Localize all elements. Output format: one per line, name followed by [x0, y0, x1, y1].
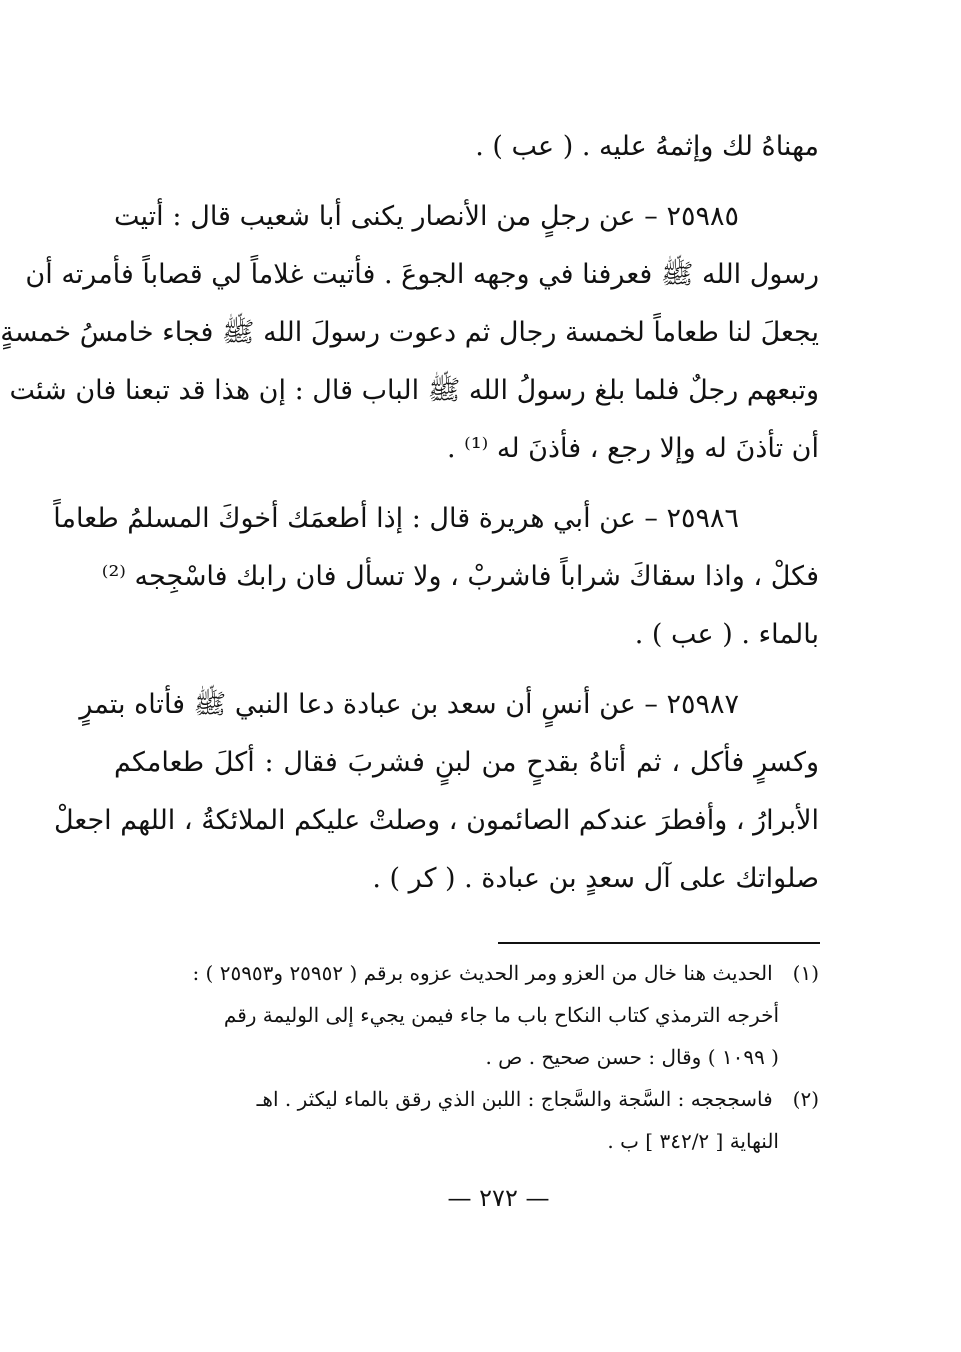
hadith-25985-line-2: رسول الله ﷺ فعرفنا في وجهه الجوعَ . فأتيت غلاماً لي قصاباً فأمرته أن: [25, 259, 819, 290]
footnote-1-text: الحديث هنا خال من العزو ومر الحديث عزوه برقم ( ٢٥٩٥٢ و٢٥٩٥٣ ) :: [192, 961, 773, 985]
footnote-1-line-3: ( ١٠٩٩ ) وقال : حسن صحيح . ص .: [485, 1045, 779, 1069]
hadith-25985-line-3: يجعلَ لنا طعاماً لخمسة رجال ثم دعوت رسولَ الله ﷺ فجاء خامسُ خمسةٍ: [0, 317, 819, 348]
footnote-1-number: (١): [792, 961, 819, 985]
hadith-25987-line-3: الأبرارُ ، وأفطرَ عندكم الصائمون ، وصلتْ عليكم الملائكةُ ، اللهم اجعلْ: [53, 805, 819, 836]
footnotes: [114, 952, 819, 1162]
hadith-25986-line-1: ٢٥٩٨٦ – عن أبي هريرة قال : إذا أطعمَك أخوكَ المسلمُ طعاماً: [53, 503, 739, 534]
paragraph-gap: [114, 478, 819, 490]
hadith-25987-line-2: وكسرٍ فأكل ، ثم أتاهُ بقدحٍ من لبنٍ فشربَ فقال : أكلَ طعامكم: [114, 747, 819, 778]
hadith-25986-line-2: فكلْ ، واذا سقاكَ شراباً فاشربْ ، ولا تسأل فان رابك فاسْجِجه ⁽²⁾: [101, 561, 819, 592]
paragraph-gap: [114, 176, 819, 188]
main-text: [0, 118, 819, 908]
footnote-2-line-2: النهاية [ ٣٤٢/٢ ] ب .: [607, 1129, 779, 1153]
paragraph-gap: [114, 664, 819, 676]
hadith-25986-line-3: بالماء . ( عب ) .: [634, 619, 819, 650]
footnote-1-line-1: [114, 952, 819, 994]
hadith-25985-line-5: أن تأذنَ له وإلا رجع ، فأذنَ له ⁽¹⁾ .: [447, 433, 819, 464]
footnote-divider: [498, 942, 820, 944]
hadith-25987-line-4: صلواتك على آل سعدٍ بن عبادة . ( كر ) .: [372, 863, 819, 894]
footnote-2-text: فاسجججه : السَّجة والسَّجاج : اللبن الذي رقق بالماء ليكثر . اهـ: [256, 1087, 773, 1111]
footnote-1-line-2: أخرجه الترمذي كتاب النكاح باب ما جاء فيمن يجيء إلى الوليمة رقم: [223, 1003, 779, 1027]
hadith-25985-line-1: ٢٥٩٨٥ – عن رجلٍ من الأنصار يكنى أبا شعيب قال : أتيت: [114, 201, 739, 232]
footnote-2-line-1: [114, 1078, 819, 1120]
text-line: مهناهُ لك وإثمهُ عليه . ( عب ) .: [475, 131, 819, 162]
hadith-25985-line-4: وتبعهم رجلٌ فلما بلغ رسولُ الله ﷺ الباب قال : إن هذا قد تبعنا فان شئت: [9, 375, 819, 406]
page-number: — ٢٧٢ —: [447, 1184, 550, 1212]
footnote-2-number: (٢): [792, 1087, 819, 1111]
hadith-25987-line-1: ٢٥٩٨٧ – عن أنسٍ أن سعد بن عبادة دعا النبي ﷺ فأتاه بتمرٍ: [79, 689, 739, 720]
